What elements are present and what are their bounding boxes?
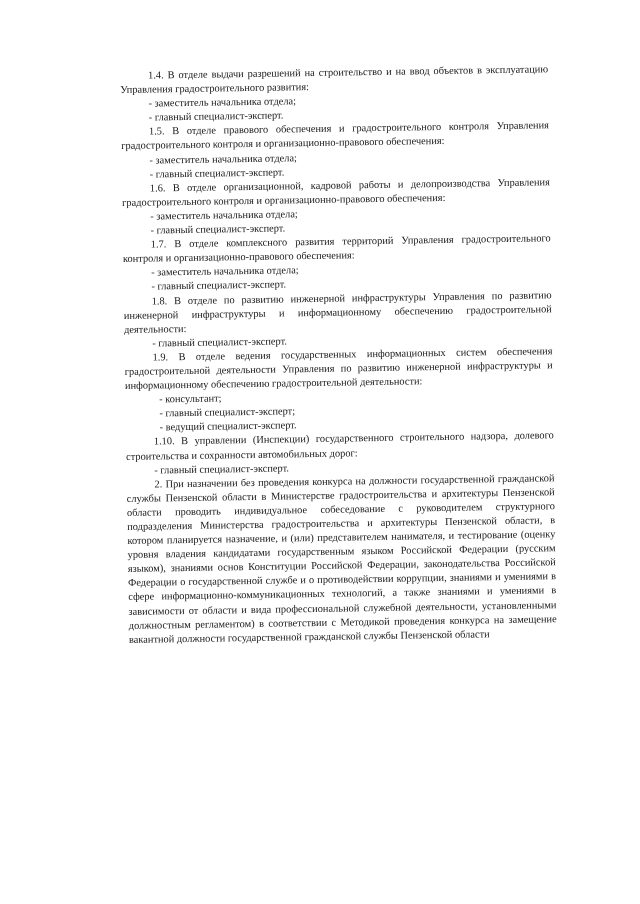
- document-body: [120, 63, 557, 647]
- paragraph: 1.7. В отделе комплексного развития территорий Управления градостроительного контроля и организационно-правового обеспечения:: [122, 233, 551, 266]
- paragraph: 1.10. В управлении (Инспекции) государственного строительного надзора, долевого строительства и сохранности автомобильных дорог:: [125, 430, 554, 463]
- paragraph: 2. При назначении без проведения конкурса на должности государственной гражданской службы Пензенской области в Министерстве градостроительства и архитектуры Пензенской области проводить индивидуальное собеседование с руководителем структурного подразделения Министерства градостроительства и архитектуры Пензенской области, в котором планируется назначение, и (или) представителем нанимателя, и тестирование (оценку уровня владения кандидатами государственным языком Российской Федерации (русским языком), знаниями основ Конституции Российской Федерации, законодательства Российской Федерации о государственной службе и о противодействии коррупции, знаниями и умениями в сфере информационно-коммуникационных технологий, а также знаниями и умениями в зависимости от области и вида профессиональной служебной деятельности, установленными должностным регламентом) в соответствии с Методикой проведения конкурса на замещение вакантной должности государственной гражданской службы Пензенской области: [126, 472, 557, 646]
- list-item: - главный специалист-эксперт;: [159, 406, 296, 420]
- list-item: - главный специалист-эксперт.: [154, 463, 289, 477]
- paragraph: 1.8. В отделе по развитию инженерной инфраструктуры Управления по развитию инженерной инфраструктуры и информационному обеспечению градостроительной деятельности:: [123, 289, 552, 336]
- paragraph: 1.5. В отделе правового обеспечения и градостроительного контроля Управления градостроительного контроля и организационно-правового обеспечения:: [121, 120, 550, 153]
- list-item: - заместитель начальника отдела;: [150, 209, 298, 223]
- list-item: - главный специалист-эксперт.: [151, 279, 287, 293]
- list-item: - заместитель начальника отдела;: [151, 265, 299, 279]
- list-item: - заместитель начальника отдела;: [149, 152, 297, 167]
- list-item: - главный специалист-эксперт.: [148, 110, 284, 124]
- list-item: - ведущий специалист-эксперт.: [159, 420, 297, 434]
- list-item: - консультант;: [159, 393, 222, 406]
- paragraph: 1.6. В отделе организационной, кадровой работы и делопроизводства Управления градостроительного контроля и организационно-правового обеспечения:: [122, 177, 550, 209]
- list-item: - главный специалист-эксперт.: [149, 167, 285, 181]
- paragraph: 1.9. В отделе ведения государственных информационных систем обеспечения градостроительной деятельности Управления по развитию инженерной инфраструктуры и информационному обеспечению градостроительной деятельности:: [124, 346, 553, 393]
- list-item: - главный специалист-эксперт.: [150, 223, 286, 237]
- list-item: - главный специалист-эксперт.: [152, 336, 287, 350]
- list-item: - заместитель начальника отдела;: [148, 96, 297, 110]
- paragraph: 1.4. В отделе выдачи разрешений на строительство и на ввод объектов в эксплуатацию Управления градостроительного развития:: [120, 64, 549, 97]
